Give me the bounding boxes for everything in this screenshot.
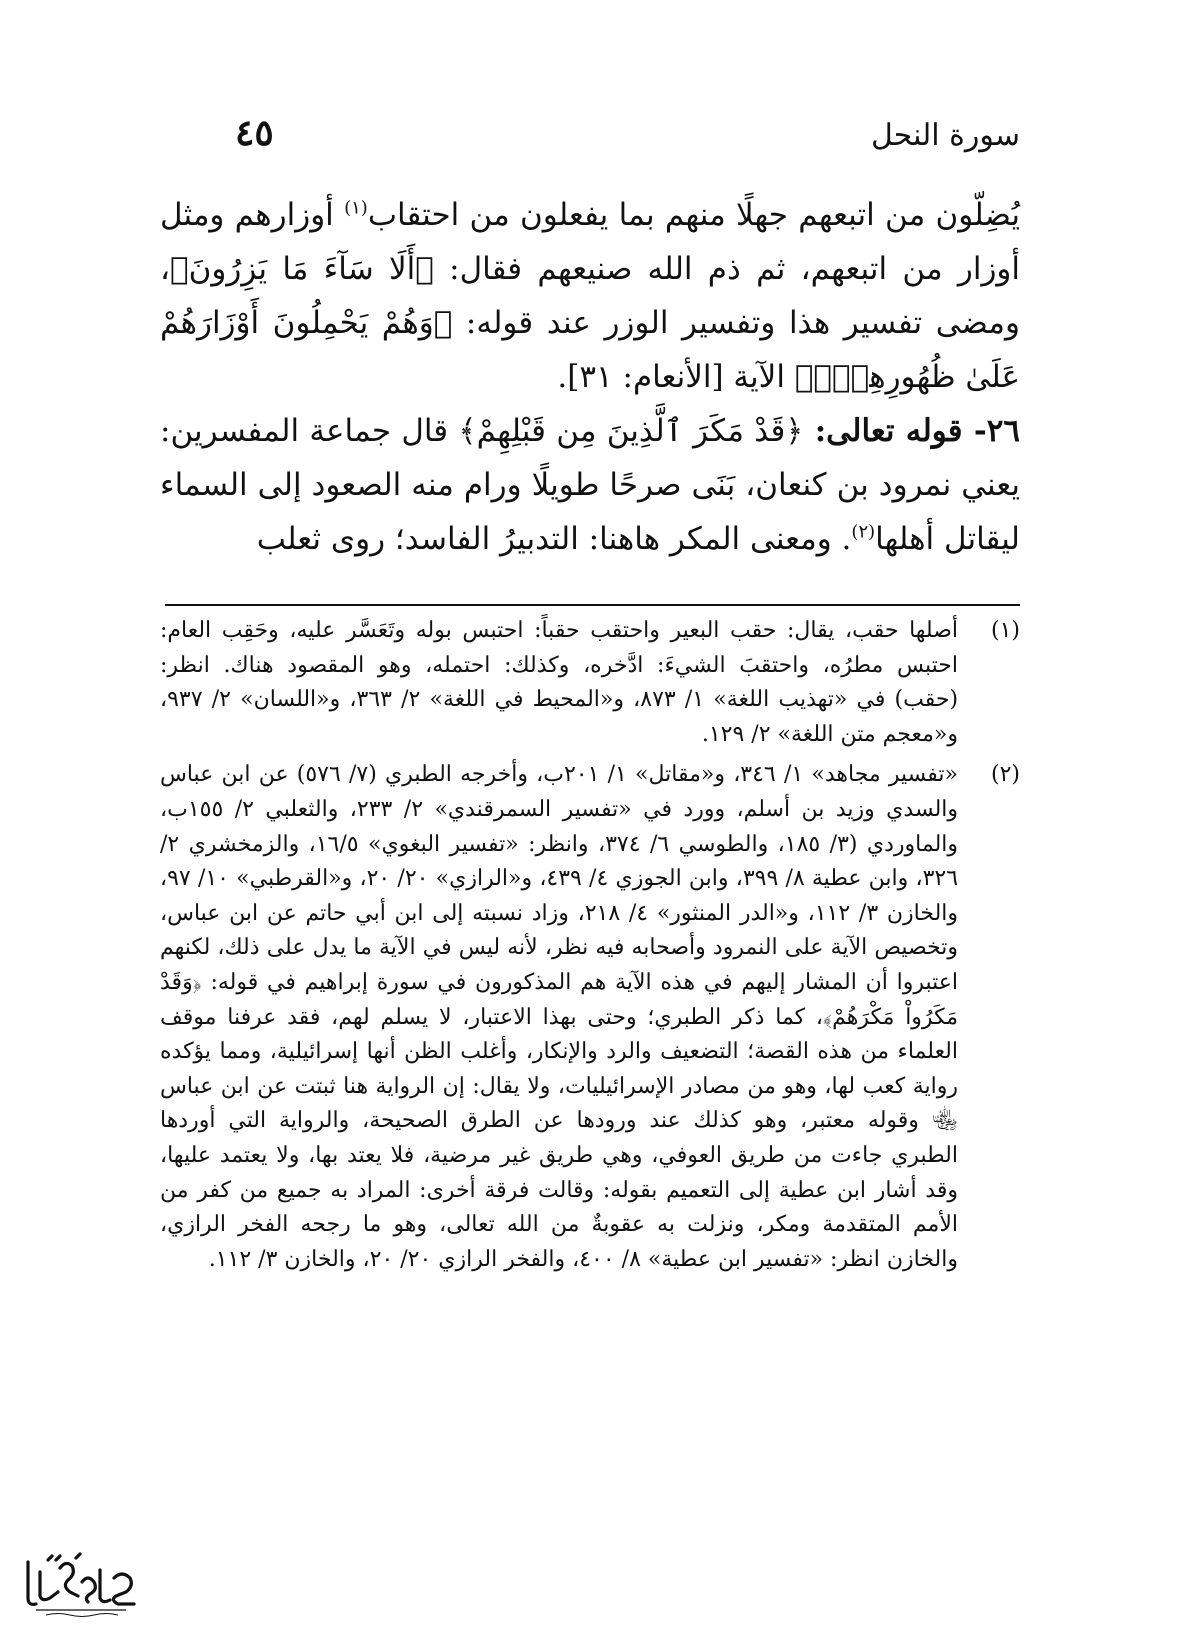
footnotes (160, 614, 1020, 1283)
almushaf-logo-icon (18, 1552, 143, 1620)
footnote-number: (٢) (990, 762, 1020, 788)
footnote-divider (165, 604, 1020, 606)
footnote (160, 614, 1020, 752)
text-run: ، ومضى تفسير هذا وتفسير الوزر عند قوله: (160, 251, 1020, 341)
quran-verse: ﴿قَدْ مَكَرَ ٱلَّذِينَ مِن قَبْلِهِمْ﴾ (458, 413, 804, 449)
main-text (160, 188, 1020, 566)
footnote-ref-2: (٢) (851, 521, 876, 543)
footnote-text: «تفسير مجاهد» ١/ ٣٤٦، و«مقاتل» ١/ ٢٠١ب، وأخرجه الطبري (٧/ ٥٧٦) عن ابن عباس والسدي وزيد بن أسلم، وورد في «تفسير السمرقندي» ٢/ ٢٣٣، والثعلبي ٢/ ١٥٥ب، والماوردي (٣/ ١٨٥، والطوسي ٦/ ٣٧٤، وانظر: «تفسير البغوي» ١٦/٥، والزمخشري ٢/ ٣٢٦، وابن عطية ٨/ ٣٩٩، وابن الجوزي ٤/ ٤٣٩، و«الرازي» ٢٠/ ٢٠، و«القرطبي» ١٠/ ٩٧، والخازن ٣/ ١١٢، و«الدر المنثور» ٤/ ٢١٨، وزاد نسبته إلى ابن أبي حاتم عن ابن عباس، وتخصيص الآية على النمرود وأصحابه فيه نظر، لأنه ليس في الآية ما يدل على ذلك، لكنهم اعتبروا أن المشار إليهم في هذه الآية هم المذكورون في سورة إبراهيم في قوله: ﴿وَقَدْ مَكَرُواْ مَكْرَهُمْ﴾، كما ذكر الطبري؛ وحتى بهذا الاعتبار، لا يسلم لهم، فقد عرفنا موقف العلماء من هذه القصة؛ التضعيف والرد والإنكار، وأغلب الظن أنها إسرائيلية، ومما يؤكده رواية كعب لها، وهو من مصادر الإسرائيليات، ولا يقال: إن الرواية هنا ثبتت عن ابن عباس ﵄ وقوله معتبر، وهو كذلك عند ورودها عن الطرق الصحيحة، والرواية التي أوردها الطبري جاءت من طريق العوفي، وهي طريق غير مرضية، فلا يعتد بها، ولا يعتمد عليها، وقد أشار ابن عطية إلى التعميم بقوله: وقالت فرقة أخرى: المراد به جميع من كفر من الأمم المتقدمة ومكر، ونزلت به عقوبةٌ من الله تعالى، وهو ما رجحه الفخر الرازي، والخازن انظر: «تفسير ابن عطية» ٨/ ٤٠٠، والفخر الرازي ٢٠/ ٢٠، والخازن ٣/ ١١٢. (160, 762, 959, 1272)
footnote (160, 758, 1020, 1277)
verse-number: ٢٦- قوله تعالى: (803, 413, 1020, 449)
quran-verse: ﴿أَلَا سَآءَ مَا يَزِرُونَ﴾ (170, 251, 434, 287)
footnote-text: أصلها حقب، يقال: حقب البعير واحتقب حقباً: احتبس بوله وتَعَسَّر عليه، وحَقِب العام: احتبس مطرُه، واحتقبَ الشيءَ: ادَّخره، وكذلك: احتمله، وهو المقصود هناك. انظر: (حقب) في «تهذيب اللغة» ١/ ٨٧٣، و«المحيط في اللغة» ٢/ ٣٦٣، و«اللسان» ٢/ ٩٣٧، و«معجم متن اللغة» ٢/ ١٢٩. (160, 618, 959, 747)
footnote-ref-1: (١) (344, 197, 368, 219)
text-run: قال جماعة المفسرين: يعني نمرود بن كنعان، بَنَى صرحًا طويلًا ورام منه الصعود إلى السماء ليقاتل أهلها (160, 413, 1020, 557)
text-run: أوزارهم ومثل أوزار من اتبعهم، ثم ذم الله صنيعهم فقال: (160, 197, 1021, 287)
paragraph-1 (160, 188, 1020, 404)
paragraph-2 (160, 404, 1020, 566)
page-header (150, 112, 1020, 162)
quran-verse: ﴿وَهُمْ يَحْمِلُونَ أَوْزَارَهُمْ عَلَىٰ ظُهُورِهِمْۚ﴾ (160, 305, 1020, 395)
page-number: ٤٥ (235, 112, 274, 154)
text-run: يُضِلّون من اتبعهم جهلًا منهم بما يفعلون من احتقاب (367, 197, 1020, 233)
text-run: . ومعنى المكر هاهنا: التدبيرُ الفاسد؛ روى ثعلب (256, 521, 852, 557)
running-title: سورة النحل (871, 118, 1020, 153)
footnote-number: (١) (990, 618, 1020, 643)
text-run: الآية [الأنعام: ٣١]. (557, 359, 795, 395)
